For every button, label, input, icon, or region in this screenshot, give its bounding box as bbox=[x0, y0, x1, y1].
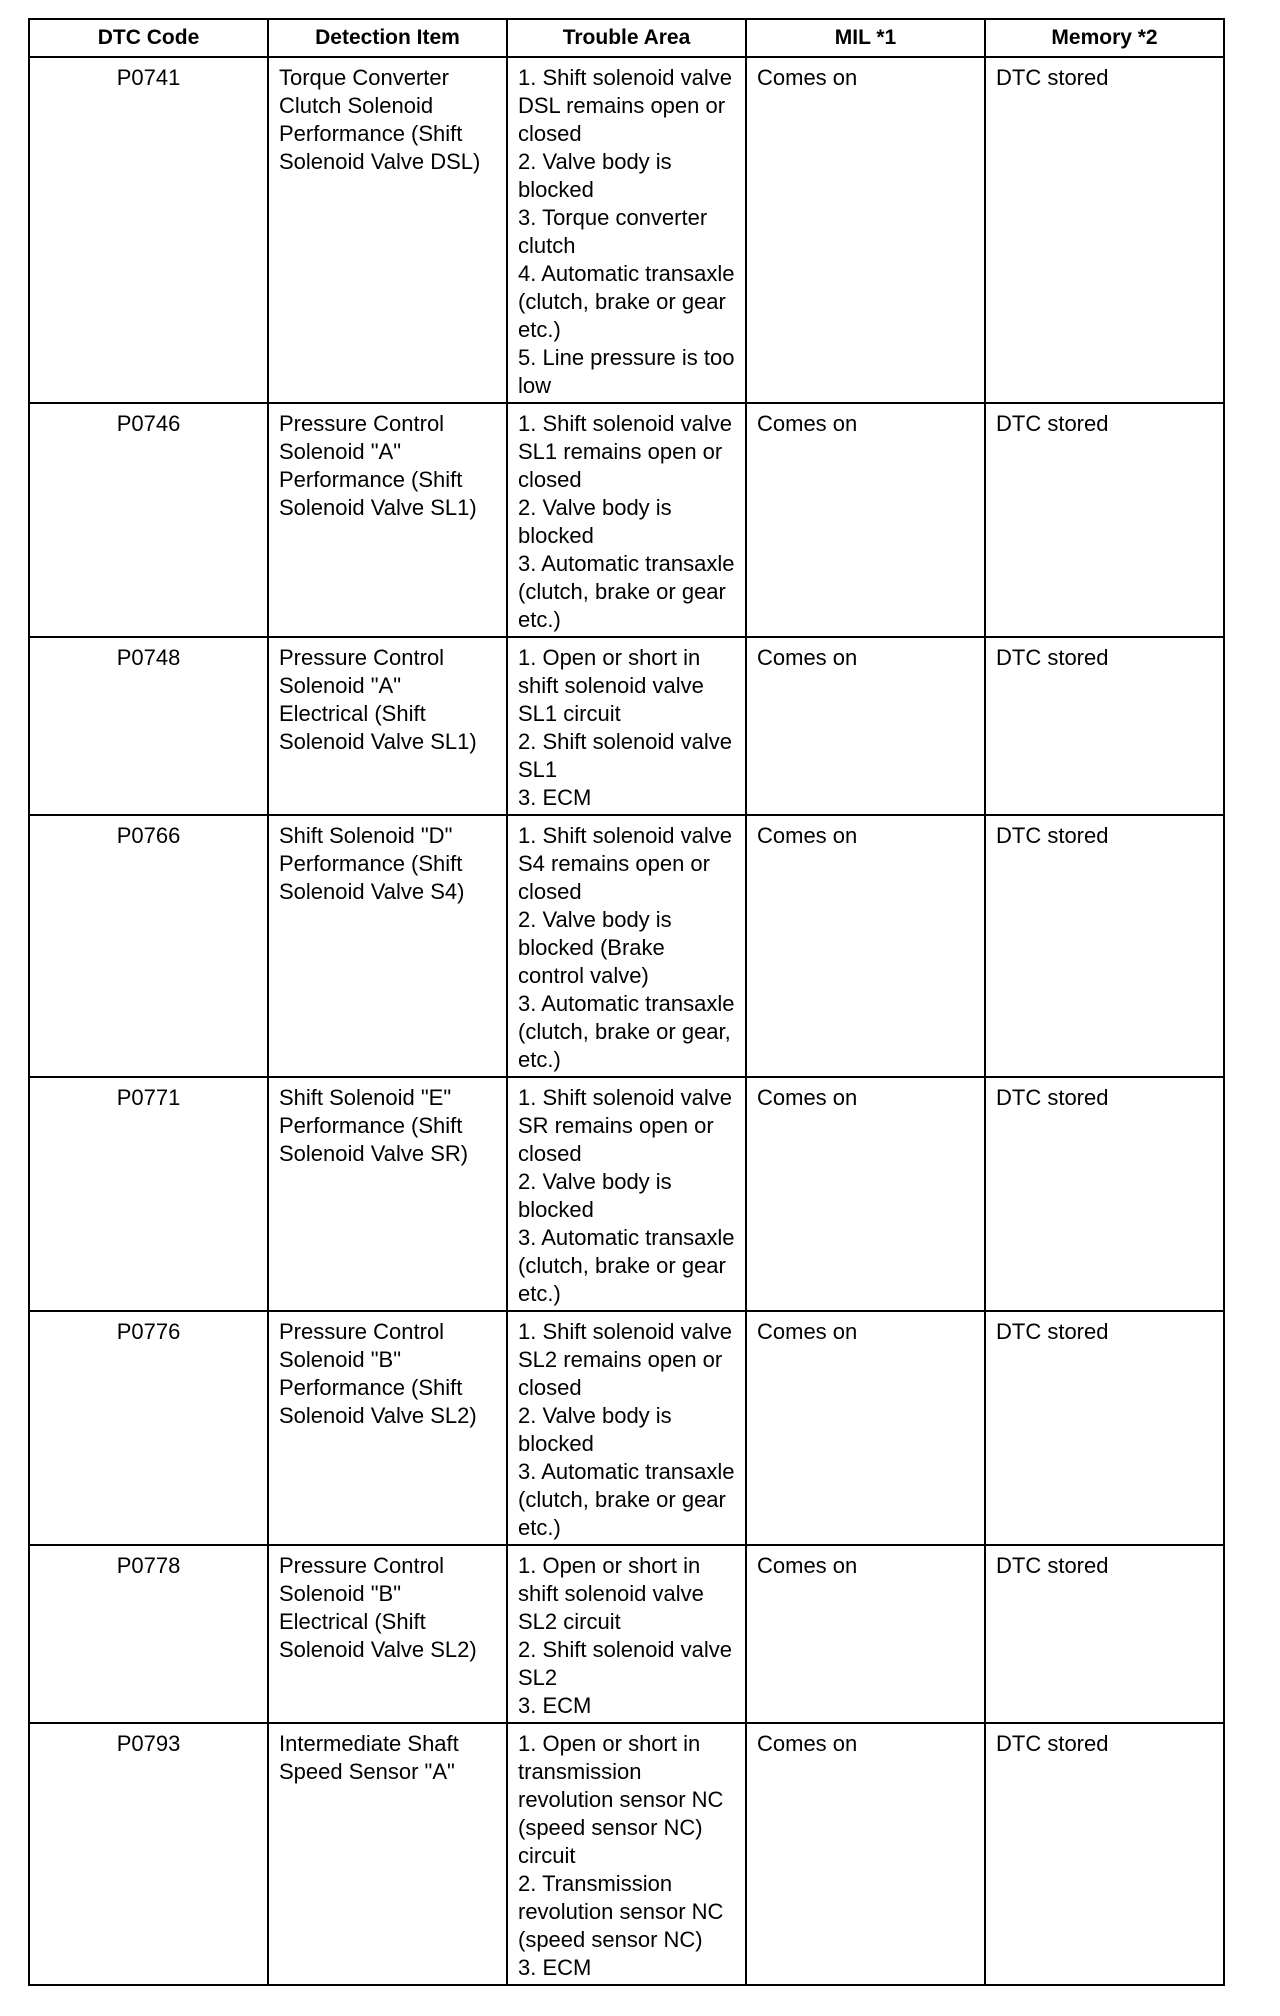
trouble-area-cell bbox=[507, 1311, 746, 1545]
detection-item-cell: Shift Solenoid "D" Performance (Shift Solenoid Valve S4) bbox=[268, 815, 507, 1077]
header-dtc-code: DTC Code bbox=[29, 19, 268, 57]
trouble-area-item: 2. Valve body is blocked bbox=[518, 1169, 672, 1222]
header-trouble-area: Trouble Area bbox=[507, 19, 746, 57]
header-mil: MIL *1 bbox=[746, 19, 985, 57]
trouble-area-item: 3. ECM bbox=[518, 785, 592, 810]
detection-item-cell: Pressure Control Solenoid "B" Performance (Shift Solenoid Valve SL2) bbox=[268, 1311, 507, 1545]
dtc-code-cell: P0771 bbox=[29, 1077, 268, 1311]
table-row bbox=[29, 1723, 1224, 1985]
table-row bbox=[29, 637, 1224, 815]
mil-cell: Comes on bbox=[746, 57, 985, 403]
detection-item-cell: Torque Converter Clutch Solenoid Performance (Shift Solenoid Valve DSL) bbox=[268, 57, 507, 403]
trouble-area-item: 3. ECM bbox=[518, 1955, 592, 1980]
trouble-area-item: 1. Shift solenoid valve SL2 remains open or closed bbox=[518, 1319, 733, 1400]
dtc-code-cell: P0776 bbox=[29, 1311, 268, 1545]
table-row bbox=[29, 403, 1224, 637]
dtc-code-cell: P0793 bbox=[29, 1723, 268, 1985]
detection-item-cell: Pressure Control Solenoid "B" Electrical (Shift Solenoid Valve SL2) bbox=[268, 1545, 507, 1723]
dtc-code-cell: P0748 bbox=[29, 637, 268, 815]
trouble-area-item: 3. Automatic transaxle (clutch, brake or gear etc.) bbox=[518, 551, 735, 632]
trouble-area-cell bbox=[507, 57, 746, 403]
trouble-area-item: 3. Automatic transaxle (clutch, brake or gear etc.) bbox=[518, 1225, 735, 1306]
detection-item-cell: Shift Solenoid "E" Performance (Shift Solenoid Valve SR) bbox=[268, 1077, 507, 1311]
trouble-area-item: 1. Shift solenoid valve SR remains open or closed bbox=[518, 1085, 733, 1166]
table-row bbox=[29, 1545, 1224, 1723]
trouble-area-item: 1. Open or short in shift solenoid valve SL1 circuit bbox=[518, 645, 704, 726]
mil-cell: Comes on bbox=[746, 637, 985, 815]
trouble-area-item: 2. Valve body is blocked (Brake control valve) bbox=[518, 907, 672, 988]
trouble-area-cell bbox=[507, 1545, 746, 1723]
table-row bbox=[29, 1311, 1224, 1545]
dtc-code-cell: P0746 bbox=[29, 403, 268, 637]
trouble-area-item: 2. Transmission revolution sensor NC (speed sensor NC) bbox=[518, 1871, 724, 1952]
table-row bbox=[29, 815, 1224, 1077]
trouble-area-item: 2. Valve body is blocked bbox=[518, 495, 672, 548]
detection-item-cell: Pressure Control Solenoid "A" Performance (Shift Solenoid Valve SL1) bbox=[268, 403, 507, 637]
trouble-area-item: 3. ECM bbox=[518, 1693, 592, 1718]
dtc-table bbox=[28, 18, 1225, 1986]
header-memory: Memory *2 bbox=[985, 19, 1224, 57]
trouble-area-item: 3. Torque converter clutch bbox=[518, 205, 708, 258]
trouble-area-cell bbox=[507, 403, 746, 637]
trouble-area-item: 2. Valve body is blocked bbox=[518, 149, 672, 202]
detection-item-cell: Pressure Control Solenoid "A" Electrical (Shift Solenoid Valve SL1) bbox=[268, 637, 507, 815]
dtc-code-cell: P0778 bbox=[29, 1545, 268, 1723]
memory-cell: DTC stored bbox=[985, 403, 1224, 637]
trouble-area-item: 1. Open or short in transmission revolution sensor NC (speed sensor NC) circuit bbox=[518, 1731, 724, 1868]
memory-cell: DTC stored bbox=[985, 637, 1224, 815]
trouble-area-item: 2. Valve body is blocked bbox=[518, 1403, 672, 1456]
detection-item-cell: Intermediate Shaft Speed Sensor "A" bbox=[268, 1723, 507, 1985]
header-row bbox=[29, 19, 1224, 57]
trouble-area-item: 3. Automatic transaxle (clutch, brake or gear etc.) bbox=[518, 1459, 735, 1540]
trouble-area-item: 2. Shift solenoid valve SL2 bbox=[518, 1637, 733, 1690]
trouble-area-item: 1. Open or short in shift solenoid valve SL2 circuit bbox=[518, 1553, 704, 1634]
mil-cell: Comes on bbox=[746, 403, 985, 637]
trouble-area-item: 3. Automatic transaxle (clutch, brake or gear, etc.) bbox=[518, 991, 735, 1072]
trouble-area-cell bbox=[507, 1723, 746, 1985]
header-detection-item: Detection Item bbox=[268, 19, 507, 57]
trouble-area-item: 4. Automatic transaxle (clutch, brake or gear etc.) bbox=[518, 261, 735, 342]
memory-cell: DTC stored bbox=[985, 815, 1224, 1077]
memory-cell: DTC stored bbox=[985, 1311, 1224, 1545]
table-row bbox=[29, 1077, 1224, 1311]
dtc-code-cell: P0766 bbox=[29, 815, 268, 1077]
table-row bbox=[29, 57, 1224, 403]
dtc-code-cell: P0741 bbox=[29, 57, 268, 403]
trouble-area-item: 1. Shift solenoid valve S4 remains open or closed bbox=[518, 823, 733, 904]
trouble-area-item: 2. Shift solenoid valve SL1 bbox=[518, 729, 733, 782]
memory-cell: DTC stored bbox=[985, 57, 1224, 403]
mil-cell: Comes on bbox=[746, 1077, 985, 1311]
mil-cell: Comes on bbox=[746, 815, 985, 1077]
memory-cell: DTC stored bbox=[985, 1723, 1224, 1985]
memory-cell: DTC stored bbox=[985, 1545, 1224, 1723]
mil-cell: Comes on bbox=[746, 1545, 985, 1723]
memory-cell: DTC stored bbox=[985, 1077, 1224, 1311]
trouble-area-item: 1. Shift solenoid valve DSL remains open or closed bbox=[518, 65, 733, 146]
mil-cell: Comes on bbox=[746, 1723, 985, 1985]
trouble-area-cell bbox=[507, 815, 746, 1077]
mil-cell: Comes on bbox=[746, 1311, 985, 1545]
trouble-area-cell bbox=[507, 637, 746, 815]
trouble-area-cell bbox=[507, 1077, 746, 1311]
trouble-area-item: 1. Shift solenoid valve SL1 remains open or closed bbox=[518, 411, 733, 492]
trouble-area-item: 5. Line pressure is too low bbox=[518, 345, 735, 398]
